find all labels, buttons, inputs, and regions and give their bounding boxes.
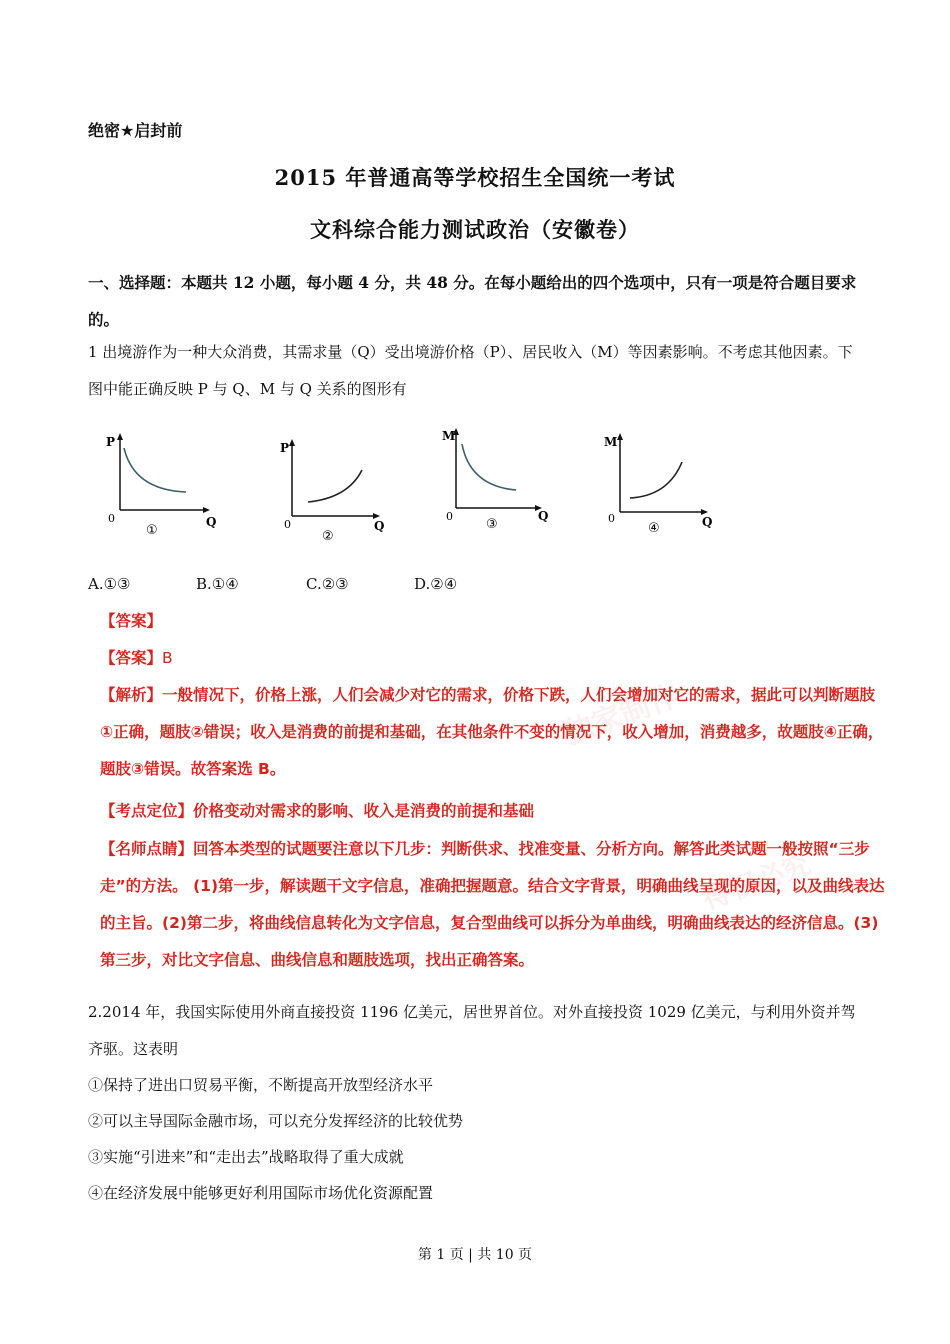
graph-4-number: ④ xyxy=(648,521,660,536)
watermark: 得权必究 xyxy=(698,846,815,917)
secret-label: 绝密★启封前 xyxy=(88,121,183,140)
answer-value: B xyxy=(162,649,173,667)
analysis-block xyxy=(100,677,886,788)
analysis-tag: 【解析】 xyxy=(100,686,163,704)
question-1-graphs xyxy=(88,428,748,546)
graph-3-y-label: M xyxy=(442,429,456,443)
graph-2-y-label: P xyxy=(280,441,290,455)
graph-1-x-label: Q xyxy=(206,515,217,529)
watermark: 独家制作 xyxy=(558,678,684,753)
graph-1-number: ① xyxy=(146,523,158,538)
section-heading: 一、选择题：本题共 12 小题，每小题 4 分，共 48 分。在每小题给出的四个选项中，只有一项是符合题目要求的。 xyxy=(88,273,857,329)
question-2-item-2: ②可以主导国际金融市场，可以充分发挥经济的比较优势 xyxy=(88,1112,464,1130)
graph-3-number: ③ xyxy=(486,517,498,532)
question-1-options xyxy=(88,566,457,603)
option-d: D.②④ xyxy=(414,575,458,593)
question-2-item-1: ①保持了进出口贸易平衡，不断提高开放型经济水平 xyxy=(88,1076,434,1094)
exam-subtitle: 文科综合能力测试政治（安徽卷） xyxy=(310,217,640,242)
analysis-text: 一般情况下，价格上涨，人们会减少对它的需求，价格下跌，人们会增加对它的需求，据此可以判断题肢①正确，题肢②错误；收入是消费的前提和基础，在其他条件不变的情况下，收入增加，消费越多，故题肢④正确，题肢③错误。故答案选 B。 xyxy=(100,686,884,778)
graph-4-x-label: Q xyxy=(702,515,713,529)
graph-2-number: ② xyxy=(322,529,334,544)
question-1-stem: 1 出境游作为一种大众消费，其需求量（Q）受出境游价格（P）、居民收入（M）等因素影响。不考虑其他因素。下图中能正确反映 P 与 Q、M 与 Q 关系的图形有 xyxy=(88,343,853,398)
exam-title: 2015 年普通高等学校招生全国统一考试 xyxy=(274,165,676,190)
answer-block xyxy=(100,603,886,677)
point-block xyxy=(100,793,886,830)
question-2-item-3: ③实施“引进来”和“走出去”战略取得了重大成就 xyxy=(88,1148,404,1166)
page-footer: 第 1 页 | 共 10 页 xyxy=(417,1247,533,1263)
graph-1 xyxy=(94,428,244,546)
point-tag: 【考点定位】 xyxy=(100,802,194,820)
graph-3-origin: 0 xyxy=(446,510,453,523)
graph-4-y-label: M xyxy=(604,435,618,449)
option-a: A.①③ xyxy=(88,575,131,593)
teacher-tag: 【名师点睛】 xyxy=(100,840,194,858)
graph-2-origin: 0 xyxy=(284,518,291,531)
question-2-stem: 2.2014 年，我国实际使用外商直接投资 1196 亿美元，居世界首位。对外直接投资 1029 亿美元，与利用外资并驾齐驱。这表明 xyxy=(88,1003,856,1058)
answer-tag: 【答案】 xyxy=(100,612,163,630)
graph-3-x-label: Q xyxy=(538,509,549,523)
graph-1-y-label: P xyxy=(106,435,116,449)
question-2-item-4: ④在经济发展中能够更好利用国际市场优化资源配置 xyxy=(88,1184,434,1202)
graph-2 xyxy=(266,428,416,546)
teacher-block xyxy=(100,831,886,979)
point-text: 价格变动对需求的影响、收入是消费的前提和基础 xyxy=(193,802,535,820)
graph-1-origin: 0 xyxy=(108,512,115,525)
answer-tag-2: 【答案】 xyxy=(100,649,163,667)
graph-4 xyxy=(596,428,746,546)
option-c: C.②③ xyxy=(306,575,349,593)
graph-4-origin: 0 xyxy=(608,512,615,525)
option-b: B.①④ xyxy=(196,575,239,593)
graph-2-x-label: Q xyxy=(374,519,385,533)
graph-3 xyxy=(432,428,582,546)
teacher-text: 回答本类型的试题要注意以下几步：判断供求、找准变量、分析方向。解答此类试题一般按照“三步走”的方法。 (1)第一步，解读题干文字信息，准确把握题意。结合文字背景，明确曲线呈现的原因，以及曲线表达的主旨。(2)第二步，将曲线信息转化为文字信息，复合型曲线可以拆分为单曲线，明确曲线表达的经济信息。(3)第三步，对比文字信息、曲线信息和题肢选项，找出正确答案。 xyxy=(100,840,885,969)
